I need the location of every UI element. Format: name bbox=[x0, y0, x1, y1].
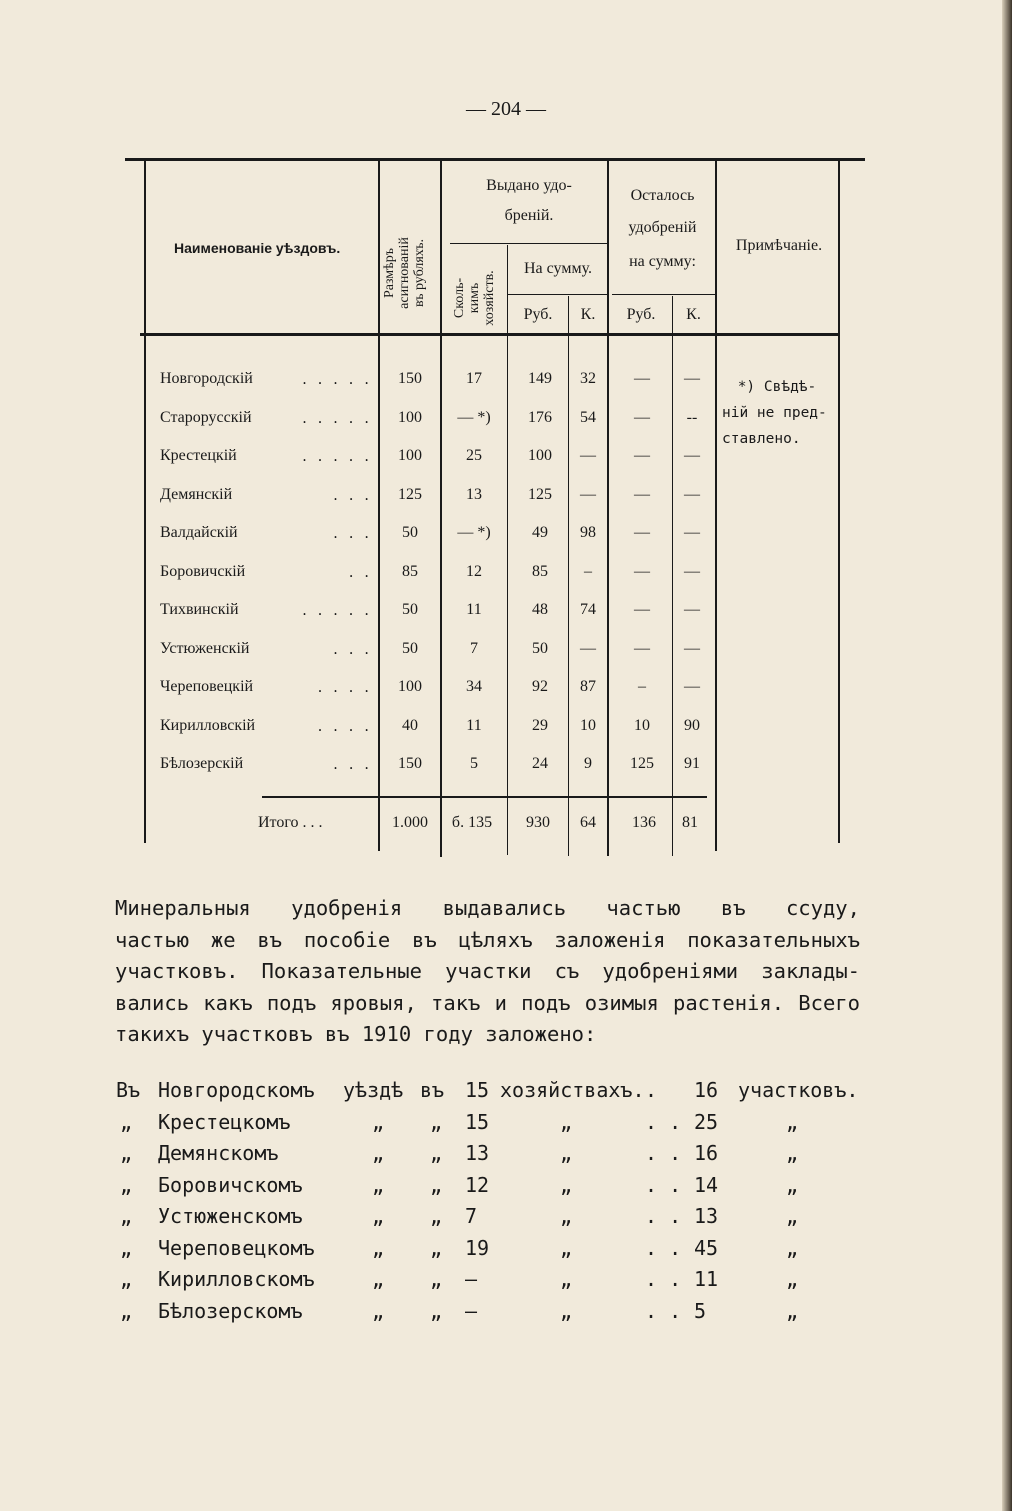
row-remaining-kop: 91 bbox=[684, 755, 700, 772]
row-kop: — bbox=[580, 485, 596, 503]
header-households: Сколь- кимъ хозяйств. bbox=[452, 270, 497, 326]
list-households: 13 bbox=[465, 1141, 490, 1165]
row-households: — *) bbox=[457, 524, 491, 541]
table-sub-rule-remaining bbox=[612, 294, 715, 295]
list-unit: „ bbox=[786, 1172, 799, 1197]
list-prefix: „ bbox=[120, 1267, 133, 1291]
row-remaining-rub: – bbox=[638, 678, 646, 695]
row-dots: . . . bbox=[333, 639, 372, 658]
table-row bbox=[0, 601, 1012, 631]
table-row bbox=[0, 755, 1012, 785]
list-dots: . . bbox=[645, 1298, 682, 1323]
list-prefix: „ bbox=[120, 1204, 133, 1228]
total-alloc: 1.000 bbox=[392, 814, 428, 831]
list-count: 16 bbox=[694, 1141, 719, 1165]
list-prefix: „ bbox=[120, 1298, 133, 1323]
list-col-uezd: „ bbox=[372, 1267, 385, 1291]
row-rub: 100 bbox=[528, 447, 552, 464]
table-sub-rule-issued bbox=[450, 243, 608, 244]
list-unit: „ bbox=[786, 1267, 799, 1291]
row-name: Боровичскій bbox=[160, 562, 246, 580]
table-sub-rule-sum bbox=[508, 294, 608, 295]
row-remaining-rub: — bbox=[634, 524, 650, 541]
row-remaining-rub: — bbox=[634, 562, 650, 580]
row-name: Валдайскій bbox=[160, 524, 238, 541]
list-count: 45 bbox=[694, 1235, 719, 1260]
paragraph-line: частью же въ пособіе въ цѣляхъ заложенія показательныхъ bbox=[115, 927, 860, 952]
list-unit: „ bbox=[786, 1109, 799, 1134]
row-remaining-rub: 125 bbox=[630, 755, 654, 772]
header-remaining-2: удобреній bbox=[628, 219, 697, 236]
list-households: 7 bbox=[465, 1204, 478, 1228]
row-households: 11 bbox=[466, 716, 482, 734]
row-alloc: 100 bbox=[398, 678, 422, 695]
row-alloc: 50 bbox=[402, 639, 418, 657]
row-remaining-kop: — bbox=[684, 524, 700, 541]
list-unit: „ bbox=[786, 1298, 799, 1323]
list-item bbox=[0, 1236, 1012, 1267]
row-households: — *) bbox=[457, 408, 491, 426]
row-kop: 32 bbox=[580, 370, 596, 387]
row-name: Тихвинскій bbox=[160, 601, 239, 618]
row-kop: — bbox=[580, 639, 596, 657]
list-unit: „ bbox=[786, 1235, 799, 1260]
list-district: Кирилловскомъ bbox=[158, 1267, 315, 1291]
total-remaining-kop: 81 bbox=[682, 814, 698, 831]
list-col-hozyaistvakh: „ bbox=[560, 1298, 573, 1323]
list-col-uezd: „ bbox=[372, 1298, 385, 1323]
table-row bbox=[0, 640, 1012, 670]
list-count: 14 bbox=[694, 1172, 719, 1197]
row-kop: 54 bbox=[580, 408, 596, 426]
total-households: б. 135 bbox=[451, 814, 493, 831]
list-dots: . . bbox=[645, 1235, 682, 1260]
list-unit: „ bbox=[786, 1141, 799, 1165]
header-allocation: Размѣръ асигнованій въ рубляхъ. bbox=[382, 237, 427, 309]
row-dots: . . . bbox=[333, 755, 372, 773]
page-number: — 204 — bbox=[466, 98, 546, 120]
row-kop: 9 bbox=[584, 755, 592, 772]
list-col-v: „ bbox=[430, 1109, 443, 1134]
row-kop: 87 bbox=[580, 678, 596, 695]
list-households: 19 bbox=[465, 1235, 490, 1260]
list-prefix: „ bbox=[120, 1172, 133, 1197]
list-col-hozyaistvakh: „ bbox=[560, 1235, 573, 1260]
row-alloc: 40 bbox=[402, 716, 418, 734]
header-remaining-3: на сумму: bbox=[629, 253, 696, 270]
list-dots: . bbox=[645, 1078, 658, 1102]
header-kop: К. bbox=[580, 306, 596, 323]
header-issued-2: бреній. bbox=[504, 207, 554, 224]
row-rub: 24 bbox=[532, 755, 548, 772]
list-households: — bbox=[465, 1267, 478, 1291]
row-name: Старорусскій bbox=[160, 408, 252, 426]
list-item bbox=[0, 1267, 1012, 1298]
row-remaining-rub: — bbox=[634, 485, 650, 503]
row-alloc: 100 bbox=[398, 408, 422, 426]
list-district: Демянскомъ bbox=[158, 1141, 279, 1165]
row-kop: 98 bbox=[580, 524, 596, 541]
total-rub: 930 bbox=[526, 814, 550, 831]
row-rub: 85 bbox=[532, 562, 548, 580]
list-dots: . . bbox=[645, 1172, 682, 1197]
list-district: Устюженскомъ bbox=[158, 1204, 303, 1228]
list-district: Череповецкомъ bbox=[158, 1235, 315, 1260]
row-rub: 49 bbox=[532, 524, 548, 541]
list-item bbox=[0, 1204, 1012, 1235]
list-prefix: „ bbox=[120, 1141, 133, 1165]
row-remaining-rub: — bbox=[634, 370, 650, 387]
row-remaining-rub: — bbox=[634, 447, 650, 464]
list-households: 15 bbox=[465, 1109, 490, 1134]
list-col-hozyaistvakh: „ bbox=[560, 1267, 573, 1291]
row-name: Череповецкій bbox=[160, 678, 254, 695]
list-prefix: Въ bbox=[116, 1078, 141, 1102]
row-households: 25 bbox=[466, 447, 482, 464]
list-count: 5 bbox=[694, 1298, 707, 1323]
row-kop: – bbox=[584, 562, 592, 580]
body-paragraph bbox=[115, 893, 860, 1051]
list-col-uezd: „ bbox=[372, 1141, 385, 1165]
row-remaining-kop: 90 bbox=[684, 716, 700, 734]
list-prefix: „ bbox=[120, 1109, 133, 1134]
list-households: 15 bbox=[465, 1078, 490, 1102]
total-label: Итого . . . bbox=[258, 814, 323, 831]
row-rub: 176 bbox=[528, 408, 552, 426]
row-alloc: 150 bbox=[398, 755, 422, 772]
header-name: Наименованіе уѣздовъ. bbox=[174, 240, 341, 256]
row-rub: 29 bbox=[532, 716, 548, 734]
row-remaining-kop: — bbox=[684, 678, 700, 695]
list-district: Крестецкомъ bbox=[158, 1109, 291, 1134]
table-row bbox=[0, 486, 1012, 516]
total-kop: 64 bbox=[580, 814, 596, 831]
list-col-hozyaistvakh: хозяйствахъ. bbox=[500, 1078, 645, 1102]
row-kop: 10 bbox=[580, 716, 596, 734]
row-rub: 125 bbox=[528, 485, 552, 503]
row-remaining-kop: — bbox=[684, 447, 700, 464]
list-col-hozyaistvakh: „ bbox=[560, 1172, 573, 1197]
row-name: Крестецкій bbox=[160, 447, 237, 464]
row-dots: . . . . . bbox=[302, 370, 372, 388]
list-dots: . . bbox=[645, 1267, 682, 1291]
row-dots: . . . bbox=[333, 524, 372, 542]
list-col-hozyaistvakh: „ bbox=[560, 1204, 573, 1228]
list-dots: . . bbox=[645, 1141, 682, 1165]
header-note: Примѣчаніе. bbox=[735, 237, 823, 254]
table-note: *) Свѣдѣ- ній не пред- ставлено. bbox=[722, 379, 827, 447]
list-district: Бѣлозерскомъ bbox=[158, 1298, 303, 1323]
row-remaining-kop: -- bbox=[686, 408, 698, 426]
row-households: 5 bbox=[470, 755, 478, 772]
table-top-rule bbox=[125, 158, 865, 161]
table-total-row bbox=[0, 814, 1012, 844]
list-col-uezd: „ bbox=[372, 1235, 385, 1260]
row-households: 17 bbox=[466, 370, 482, 387]
row-name: Демянскій bbox=[160, 485, 233, 503]
table-row bbox=[0, 409, 1012, 439]
list-col-v: въ bbox=[420, 1078, 445, 1102]
row-remaining-kop: — bbox=[684, 485, 700, 503]
row-households: 11 bbox=[466, 601, 482, 618]
row-remaining-rub: — bbox=[634, 639, 650, 657]
list-item bbox=[0, 1173, 1012, 1204]
paragraph-line: участковъ. Показательные участки съ удобреніями заклады- bbox=[115, 959, 860, 983]
row-remaining-rub: 10 bbox=[634, 716, 650, 734]
list-item bbox=[0, 1078, 1012, 1109]
table-row bbox=[0, 717, 1012, 747]
list-item bbox=[0, 1299, 1012, 1330]
row-dots: . . . . . bbox=[302, 447, 372, 465]
row-rub: 149 bbox=[528, 370, 552, 387]
row-alloc: 100 bbox=[398, 447, 422, 464]
row-households: 7 bbox=[470, 639, 478, 657]
list-col-v: „ bbox=[430, 1235, 443, 1260]
list-col-hozyaistvakh: „ bbox=[560, 1141, 573, 1165]
list-col-v: „ bbox=[430, 1298, 443, 1323]
list-item bbox=[0, 1141, 1012, 1172]
row-households: 34 bbox=[466, 678, 482, 695]
list-col-v: „ bbox=[430, 1204, 443, 1228]
list-col-uezd: „ bbox=[372, 1172, 385, 1197]
paragraph-line: Минеральныя удобренія выдавались частью въ ссуду, bbox=[115, 896, 860, 920]
row-alloc: 85 bbox=[402, 562, 418, 580]
list-col-uezd: уѣздѣ bbox=[343, 1078, 404, 1102]
row-name: Устюженскій bbox=[160, 639, 250, 657]
row-alloc: 150 bbox=[398, 370, 422, 387]
list-district: Новгородскомъ bbox=[158, 1078, 315, 1102]
table-row bbox=[0, 563, 1012, 593]
header-rub-2: Руб. bbox=[626, 306, 656, 323]
list-unit: „ bbox=[786, 1204, 799, 1228]
list-count: 25 bbox=[694, 1109, 719, 1134]
row-name: Кирилловскій bbox=[160, 716, 256, 734]
row-dots: . . . bbox=[333, 485, 372, 504]
row-rub: 50 bbox=[532, 639, 548, 657]
header-issued: Выдано удо- bbox=[486, 177, 572, 194]
list-col-hozyaistvakh: „ bbox=[560, 1109, 573, 1134]
table-total-rule bbox=[262, 796, 707, 798]
list-count: 13 bbox=[694, 1204, 719, 1228]
list-count: 11 bbox=[694, 1267, 719, 1291]
row-alloc: 50 bbox=[402, 524, 418, 541]
list-item bbox=[0, 1110, 1012, 1141]
row-kop: — bbox=[580, 447, 596, 464]
list-district: Боровичскомъ bbox=[158, 1172, 303, 1197]
row-alloc: 125 bbox=[398, 485, 422, 503]
row-dots: . . . . bbox=[317, 678, 372, 696]
list-col-uezd: „ bbox=[372, 1204, 385, 1228]
list-dots: . . bbox=[645, 1204, 682, 1228]
row-alloc: 50 bbox=[402, 601, 418, 618]
list-prefix: „ bbox=[120, 1235, 133, 1260]
list-col-v: „ bbox=[430, 1172, 443, 1197]
list-col-uezd: „ bbox=[372, 1109, 385, 1134]
list-unit: участковъ. bbox=[738, 1078, 859, 1102]
list-households: 12 bbox=[465, 1172, 490, 1197]
header-rub: Руб. bbox=[523, 306, 553, 323]
list-count: 16 bbox=[694, 1078, 719, 1102]
list-dots: . . bbox=[645, 1109, 682, 1134]
row-dots: . . . . . bbox=[302, 601, 372, 619]
table-row bbox=[0, 678, 1012, 708]
row-dots: . . . . . bbox=[302, 408, 372, 427]
paragraph-line: вались какъ подъ яровыя, такъ и подъ озимыя растенія. Всего bbox=[115, 990, 860, 1015]
row-rub: 48 bbox=[532, 601, 548, 618]
row-remaining-kop: — bbox=[684, 562, 700, 580]
row-remaining-rub: — bbox=[634, 601, 650, 618]
row-remaining-kop: — bbox=[684, 639, 700, 657]
header-remaining-1: Осталось bbox=[630, 187, 695, 204]
row-dots: . . bbox=[348, 562, 372, 581]
list-col-v: „ bbox=[430, 1141, 443, 1165]
row-remaining-rub: — bbox=[634, 408, 650, 426]
row-households: 13 bbox=[466, 485, 482, 503]
header-kop-2: К. bbox=[686, 306, 701, 323]
list-households: — bbox=[465, 1298, 478, 1323]
row-name: Новгородскій bbox=[160, 370, 253, 387]
total-remaining-rub: 136 bbox=[632, 814, 656, 831]
row-dots: . . . . bbox=[317, 716, 372, 735]
row-kop: 74 bbox=[580, 601, 596, 618]
row-name: Бѣлозерскій bbox=[160, 755, 244, 772]
row-rub: 92 bbox=[532, 678, 548, 695]
table-row bbox=[0, 447, 1012, 477]
table-row bbox=[0, 370, 1012, 400]
row-households: 12 bbox=[466, 562, 482, 580]
header-sum: На сумму. bbox=[524, 260, 592, 277]
row-remaining-kop: — bbox=[684, 370, 700, 387]
row-remaining-kop: — bbox=[684, 601, 700, 618]
list-col-v: „ bbox=[430, 1267, 443, 1291]
table-row bbox=[0, 524, 1012, 554]
paragraph-line: такихъ участковъ въ 1910 году заложено: bbox=[115, 1022, 597, 1046]
